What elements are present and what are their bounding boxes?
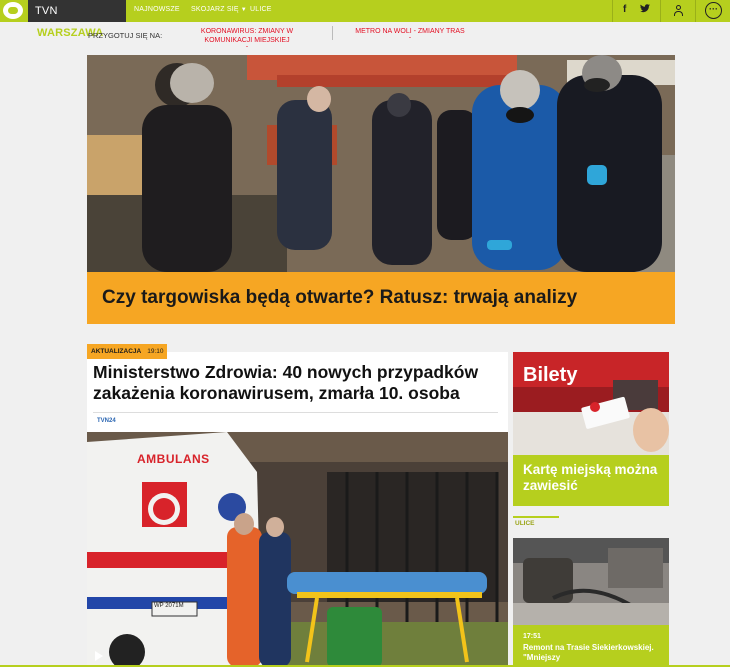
prepare-label: PRZYGOTUJ SIĘ NA: <box>88 31 163 40</box>
hero-market-image <box>87 55 675 272</box>
brand-title[interactable] <box>28 0 126 39</box>
main-article-title[interactable]: Ministerstwo Zdrowia: 40 nowych przypadków zakażenia koronawirusem, zmarła 10. osoba <box>93 362 479 403</box>
sidebar-article-remont-time: 17:51 <box>523 633 541 640</box>
more-menu-icon[interactable]: ··· <box>705 2 722 19</box>
section-label-ulice[interactable]: ULICE <box>515 520 535 527</box>
license-plate: WP 2071M <box>154 603 184 609</box>
roadwork-image <box>513 538 669 625</box>
prepare-link-metro-text: METRO NA WOLI - ZMIANY TRAS <box>355 28 465 35</box>
brand-prefix: TVN <box>35 5 58 17</box>
sidebar-article-remont-title[interactable]: Remont na Trasie Siekierkowskiej. "Mniejszy <box>523 643 654 662</box>
twitter-icon[interactable] <box>640 4 650 16</box>
tvn-logo-icon[interactable] <box>3 2 23 19</box>
update-badge-label: AKTUALIZACJA <box>91 348 142 355</box>
brand-name: WARSZAWA <box>37 27 104 39</box>
update-badge <box>87 344 167 359</box>
divider <box>660 0 661 22</box>
ambulance-photo <box>87 432 508 667</box>
divider <box>93 412 498 413</box>
nav-item-ulice[interactable]: ULICE <box>250 6 272 13</box>
prepare-link-koronawirus[interactable] <box>194 27 300 55</box>
ambulance-image[interactable] <box>87 432 508 667</box>
hero-title[interactable]: Czy targowiska będą otwarte? Ratusz: trwają analizy <box>102 287 578 308</box>
prepare-link-koronawirus-text: KORONAWIRUS: ZMIANY W KOMUNIKACJI MIEJSKIEJ <box>200 28 294 44</box>
nav-item-skojarz-label: SKOJARZ SIĘ <box>191 6 239 13</box>
nav-item-najnowsze[interactable]: NAJNOWSZE <box>134 6 180 13</box>
hero-article[interactable] <box>87 55 675 324</box>
divider <box>695 0 696 22</box>
user-account-icon[interactable] <box>674 5 682 16</box>
sidebar-article-karta[interactable] <box>513 352 669 506</box>
nav-item-skojarz[interactable] <box>191 0 247 20</box>
section-underline <box>513 516 559 518</box>
divider <box>332 26 333 40</box>
sidebar-article-karta-title[interactable]: Kartę miejską można zawiesić <box>523 462 658 493</box>
tickets-sign: Bilety <box>523 364 578 386</box>
sidebar-article-remont[interactable] <box>513 538 669 667</box>
chevron-down-icon: ˇ <box>409 38 411 44</box>
chevron-down-icon: ▼ <box>240 7 247 13</box>
ambulance-label: AMBULANS <box>137 452 210 466</box>
prepare-link-metro[interactable] <box>347 27 473 46</box>
play-icon[interactable] <box>95 651 103 661</box>
divider <box>612 0 613 22</box>
main-article-card[interactable] <box>87 352 508 667</box>
update-badge-time: 19:10 <box>147 348 164 355</box>
article-source[interactable]: TVN24 <box>97 418 116 424</box>
facebook-icon[interactable]: f <box>623 4 627 15</box>
chevron-down-icon: ˇ <box>246 47 248 53</box>
